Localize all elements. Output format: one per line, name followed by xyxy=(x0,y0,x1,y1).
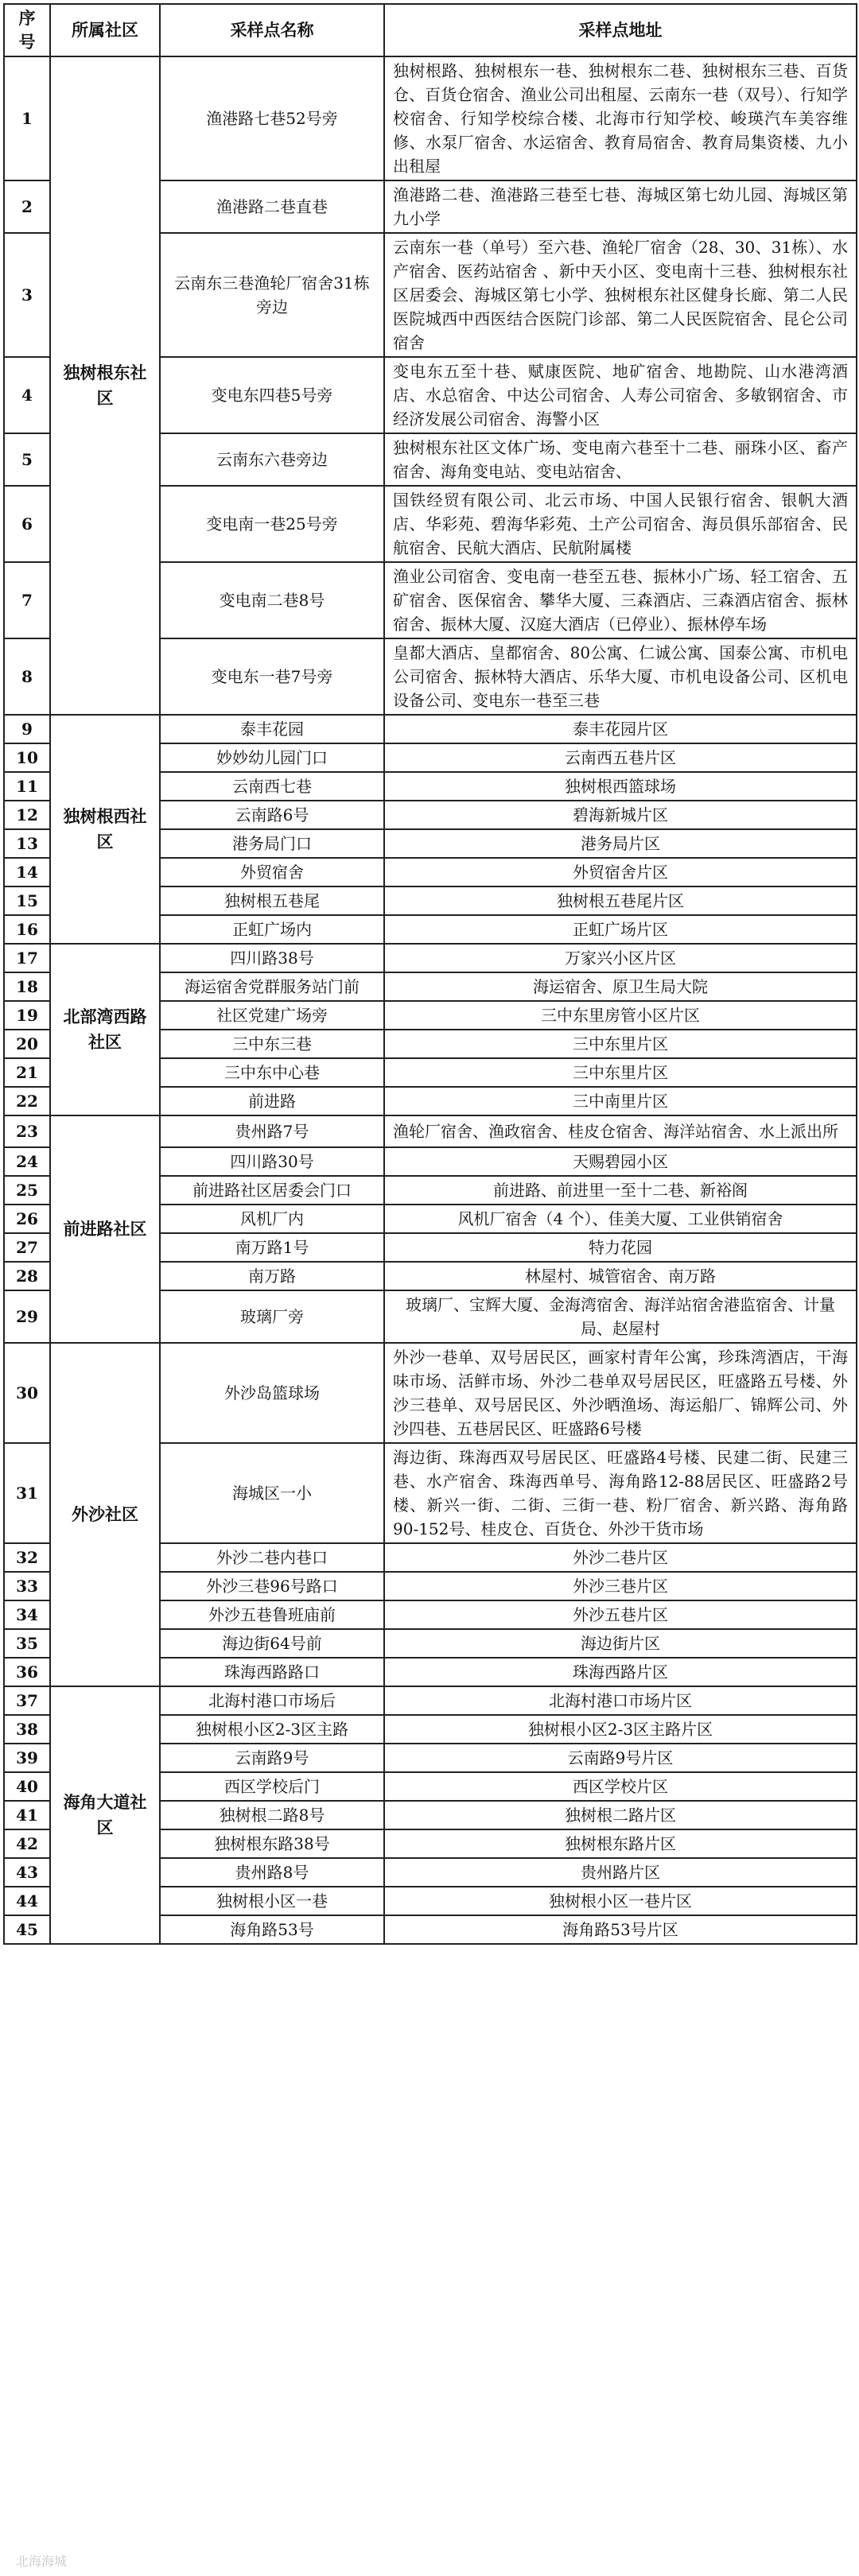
site-name: 外贸宿舍 xyxy=(160,858,384,886)
row-number: 2 xyxy=(4,180,50,233)
site-name: 南万路 xyxy=(160,1262,384,1290)
row-number: 40 xyxy=(4,1772,50,1801)
table-row xyxy=(4,715,857,743)
sampling-sites-table xyxy=(3,3,857,1945)
site-address: 变电东五至十巷、赋康医院、地矿宿舍、地勘院、山水港湾酒店、水总宿舍、中达公司宿舍、人寿公司宿舍、多敏钢宿舍、市经济发展公司宿舍、海警小区 xyxy=(384,357,857,433)
row-number: 44 xyxy=(4,1887,50,1915)
site-address: 外沙二巷片区 xyxy=(384,1543,857,1572)
row-number: 14 xyxy=(4,858,50,886)
community-cell: 独树根东社区 xyxy=(50,56,160,715)
site-name: 外沙三巷96号路口 xyxy=(160,1572,384,1600)
site-name: 独树根小区2-3区主路 xyxy=(160,1715,384,1744)
row-number: 38 xyxy=(4,1715,50,1744)
site-address: 三中东里片区 xyxy=(384,1058,857,1087)
header-community: 所属社区 xyxy=(50,4,160,56)
row-number: 30 xyxy=(4,1343,50,1443)
site-address: 北海村港口市场片区 xyxy=(384,1686,857,1715)
header-site-name: 采样点名称 xyxy=(160,4,384,56)
header-no: 序号 xyxy=(4,4,50,56)
site-name: 风机厂内 xyxy=(160,1205,384,1233)
site-address: 云南东一巷（单号）至六巷、渔轮厂宿舍（28、30、31栋）、水产宿舍、医药站宿舍 、新中天小区、变电南十三巷、独树根东社区居委会、海城区第七小学、独树根东社区健身长廊、第二人民医院城西中西医结合医院门诊部、第二人民医院宿舍、昆仑公司宿舍 xyxy=(384,233,857,357)
site-name: 渔港路七巷52号旁 xyxy=(160,56,384,180)
row-number: 26 xyxy=(4,1205,50,1233)
row-number: 11 xyxy=(4,772,50,801)
site-address: 玻璃厂、宝辉大厦、金海湾宿舍、海洋站宿舍港监宿舍、计量局、赵屋村 xyxy=(384,1290,857,1343)
site-address: 碧海新城片区 xyxy=(384,801,857,829)
site-address: 海边街、珠海西双号居民区、旺盛路4号楼、民建二街、民建三巷、水产宿舍、珠海西单号、海角路12-88居民区、旺盛路2号楼、新兴一街、二街、三街一巷、粉厂宿舍、新兴路、海角路90-152号、桂皮仓、百货仓、外沙干货市场 xyxy=(384,1443,857,1543)
site-name: 贵州路7号 xyxy=(160,1115,384,1147)
site-name: 妙妙幼儿园门口 xyxy=(160,743,384,772)
community-cell: 海角大道社区 xyxy=(50,1686,160,1944)
site-address: 海角路53号片区 xyxy=(384,1915,857,1944)
site-address: 渔业公司宿舍、变电南一巷至五巷、振林小广场、轻工宿舍、五矿宿舍、医保宿舍、攀华大厦、三森酒店、三森酒店宿舍、振林宿舍、振林大厦、汉庭大酒店（已停业）、振林停车场 xyxy=(384,562,857,638)
table-row xyxy=(4,1115,857,1147)
site-address: 林屋村、城管宿舍、南万路 xyxy=(384,1262,857,1290)
row-number: 37 xyxy=(4,1686,50,1715)
row-number: 1 xyxy=(4,56,50,180)
site-name: 北海村港口市场后 xyxy=(160,1686,384,1715)
site-name: 渔港路二巷直巷 xyxy=(160,180,384,233)
site-name: 独树根小区一巷 xyxy=(160,1887,384,1915)
table-row xyxy=(4,1686,857,1715)
site-name: 变电东四巷5号旁 xyxy=(160,357,384,433)
row-number: 8 xyxy=(4,638,50,715)
site-name: 外沙二巷内巷口 xyxy=(160,1543,384,1572)
site-address: 独树根二路片区 xyxy=(384,1801,857,1829)
table-row xyxy=(4,56,857,180)
site-address: 皇都大酒店、皇都宿舍、80公寓、仁诚公寓、国泰公寓、市机电公司宿舍、振林特大酒店、乐华大厦、市机电设备公司、区机电设备公司、变电东一巷至三巷 xyxy=(384,638,857,715)
site-name: 海城区一小 xyxy=(160,1443,384,1543)
watermark: 北海海城 xyxy=(16,2554,68,2569)
row-number: 7 xyxy=(4,562,50,638)
site-address: 独树根五巷尾片区 xyxy=(384,886,857,915)
community-cell: 独树根西社区 xyxy=(50,715,160,944)
row-number: 41 xyxy=(4,1801,50,1829)
site-address: 外沙一巷单、双号居民区，画家村青年公寓，珍珠湾酒店，干海味市场、活鲜市场、外沙二巷单双号居民区，旺盛路五号楼、外沙三巷单、双号居民区、外沙晒渔场、海运船厂、锦辉公司、外沙四巷、五巷居民区、旺盛路6号楼 xyxy=(384,1343,857,1443)
site-address: 珠海西路片区 xyxy=(384,1658,857,1686)
site-address: 天赐碧园小区 xyxy=(384,1147,857,1176)
site-name: 三中东三巷 xyxy=(160,1030,384,1058)
site-address: 特力花园 xyxy=(384,1233,857,1262)
row-number: 4 xyxy=(4,357,50,433)
site-address: 外沙三巷片区 xyxy=(384,1572,857,1600)
site-name: 珠海西路路口 xyxy=(160,1658,384,1686)
row-number: 5 xyxy=(4,433,50,486)
row-number: 35 xyxy=(4,1629,50,1658)
row-number: 20 xyxy=(4,1030,50,1058)
community-cell: 前进路社区 xyxy=(50,1115,160,1343)
table-header-row xyxy=(4,4,857,56)
site-address: 独树根西篮球场 xyxy=(384,772,857,801)
site-address: 泰丰花园片区 xyxy=(384,715,857,743)
site-name: 变电南二巷8号 xyxy=(160,562,384,638)
site-name: 云南东六巷旁边 xyxy=(160,433,384,486)
row-number: 10 xyxy=(4,743,50,772)
row-number: 9 xyxy=(4,715,50,743)
site-name: 海运宿舍党群服务站门前 xyxy=(160,972,384,1001)
site-name: 前进路 xyxy=(160,1087,384,1115)
site-address: 海运宿舍、原卫生局大院 xyxy=(384,972,857,1001)
row-number: 23 xyxy=(4,1115,50,1147)
site-name: 西区学校后门 xyxy=(160,1772,384,1801)
row-number: 25 xyxy=(4,1176,50,1205)
row-number: 15 xyxy=(4,886,50,915)
site-address: 独树根东社区文体广场、变电南六巷至十二巷、丽珠小区、畜产宿舍、海角变电站、变电站宿舍、 xyxy=(384,433,857,486)
site-name: 南万路1号 xyxy=(160,1233,384,1262)
site-address: 国铁经贸有限公司、北云市场、中国人民银行宿舍、银帆大酒店、华彩苑、碧海华彩苑、土产公司宿舍、海员俱乐部宿舍、民航宿舍、民航大酒店、民航附属楼 xyxy=(384,486,857,562)
row-number: 29 xyxy=(4,1290,50,1343)
site-name: 云南路6号 xyxy=(160,801,384,829)
site-address: 渔轮厂宿舍、渔政宿舍、桂皮仓宿舍、海洋站宿舍、水上派出所 xyxy=(384,1115,857,1147)
site-name: 贵州路8号 xyxy=(160,1858,384,1887)
site-name: 泰丰花园 xyxy=(160,715,384,743)
site-name: 海角路53号 xyxy=(160,1915,384,1944)
site-name: 云南东三巷渔轮厂宿舍31栋旁边 xyxy=(160,233,384,357)
site-address: 前进路、前进里一至十二巷、新裕阁 xyxy=(384,1176,857,1205)
row-number: 36 xyxy=(4,1658,50,1686)
site-name: 独树根五巷尾 xyxy=(160,886,384,915)
community-cell: 北部湾西路社区 xyxy=(50,944,160,1115)
row-number: 19 xyxy=(4,1001,50,1030)
header-site-address: 采样点地址 xyxy=(384,4,857,56)
site-name: 独树根东路38号 xyxy=(160,1829,384,1858)
site-name: 港务局门口 xyxy=(160,829,384,858)
row-number: 27 xyxy=(4,1233,50,1262)
site-name: 四川路38号 xyxy=(160,944,384,972)
site-name: 独树根二路8号 xyxy=(160,1801,384,1829)
row-number: 22 xyxy=(4,1087,50,1115)
site-address: 三中南里片区 xyxy=(384,1087,857,1115)
row-number: 17 xyxy=(4,944,50,972)
site-name: 四川路30号 xyxy=(160,1147,384,1176)
row-number: 13 xyxy=(4,829,50,858)
site-name: 云南西七巷 xyxy=(160,772,384,801)
row-number: 3 xyxy=(4,233,50,357)
row-number: 43 xyxy=(4,1858,50,1887)
site-address: 西区学校片区 xyxy=(384,1772,857,1801)
row-number: 16 xyxy=(4,915,50,944)
site-address: 外沙五巷片区 xyxy=(384,1600,857,1629)
site-name: 海边街64号前 xyxy=(160,1629,384,1658)
table-row xyxy=(4,944,857,972)
site-address: 独树根小区一巷片区 xyxy=(384,1887,857,1915)
row-number: 18 xyxy=(4,972,50,1001)
site-name: 正虹广场内 xyxy=(160,915,384,944)
site-address: 云南路9号片区 xyxy=(384,1744,857,1772)
row-number: 12 xyxy=(4,801,50,829)
site-name: 变电南一巷25号旁 xyxy=(160,486,384,562)
row-number: 34 xyxy=(4,1600,50,1629)
site-address: 港务局片区 xyxy=(384,829,857,858)
site-name: 外沙岛篮球场 xyxy=(160,1343,384,1443)
row-number: 42 xyxy=(4,1829,50,1858)
site-name: 玻璃厂旁 xyxy=(160,1290,384,1343)
row-number: 32 xyxy=(4,1543,50,1572)
site-address: 渔港路二巷、渔港路三巷至七巷、海城区第七幼儿园、海城区第九小学 xyxy=(384,180,857,233)
row-number: 45 xyxy=(4,1915,50,1944)
site-name: 变电东一巷7号旁 xyxy=(160,638,384,715)
site-address: 外贸宿舍片区 xyxy=(384,858,857,886)
site-name: 云南路9号 xyxy=(160,1744,384,1772)
site-address: 独树根小区2-3区主路片区 xyxy=(384,1715,857,1744)
site-address: 三中东里房管小区片区 xyxy=(384,1001,857,1030)
row-number: 39 xyxy=(4,1744,50,1772)
row-number: 6 xyxy=(4,486,50,562)
site-name: 外沙五巷鲁班庙前 xyxy=(160,1600,384,1629)
site-address: 正虹广场片区 xyxy=(384,915,857,944)
site-address: 海边街片区 xyxy=(384,1629,857,1658)
table-row xyxy=(4,1343,857,1443)
site-address: 独树根东路片区 xyxy=(384,1829,857,1858)
row-number: 28 xyxy=(4,1262,50,1290)
row-number: 31 xyxy=(4,1443,50,1543)
site-name: 社区党建广场旁 xyxy=(160,1001,384,1030)
row-number: 24 xyxy=(4,1147,50,1176)
site-address: 独树根路、独树根东一巷、独树根东二巷、独树根东三巷、百货仓、百货仓宿舍、渔业公司出租屋、云南东一巷（双号）、行知学校宿舍、行知学校综合楼、北海市行知学校、峻瑛汽车美容维修、水泵厂宿舍、水运宿舍、教育局宿舍、教育局集资楼、九小出租屋 xyxy=(384,56,857,180)
site-name: 前进路社区居委会门口 xyxy=(160,1176,384,1205)
site-address: 贵州路片区 xyxy=(384,1858,857,1887)
site-address: 云南西五巷片区 xyxy=(384,743,857,772)
row-number: 21 xyxy=(4,1058,50,1087)
row-number: 33 xyxy=(4,1572,50,1600)
site-address: 三中东里片区 xyxy=(384,1030,857,1058)
site-address: 万家兴小区片区 xyxy=(384,944,857,972)
site-name: 三中东中心巷 xyxy=(160,1058,384,1087)
site-address: 风机厂宿舍（4 个）、佳美大厦、工业供销宿舍 xyxy=(384,1205,857,1233)
community-cell: 外沙社区 xyxy=(50,1343,160,1686)
